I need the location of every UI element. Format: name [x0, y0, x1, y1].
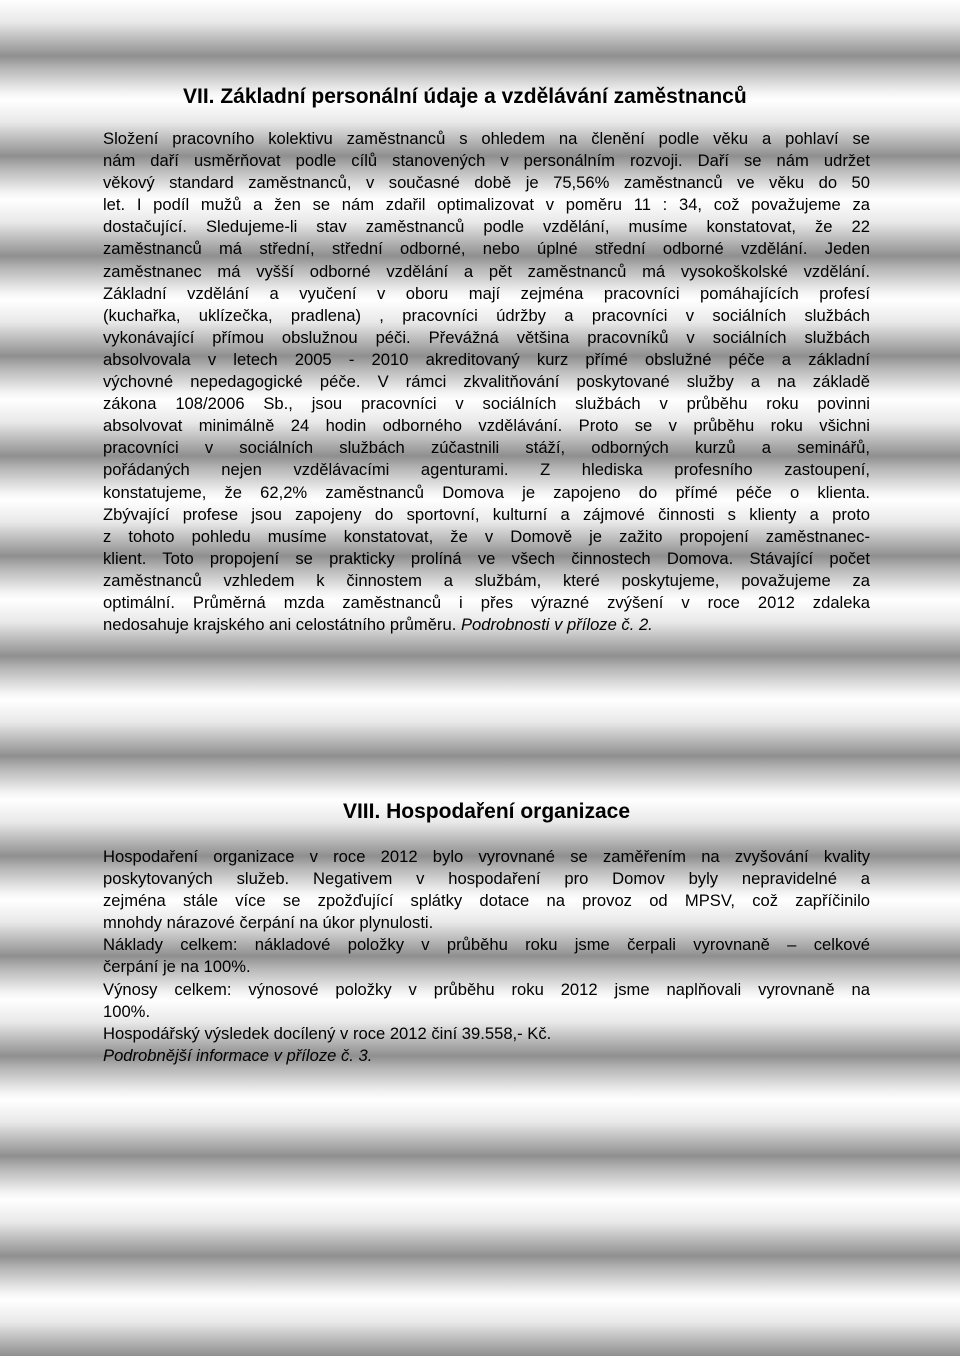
- text-line: zaměstnanců vzhledem k činnostem a službám, které poskytujeme, považujeme za: [103, 570, 870, 590]
- text-line: optimální. Průměrná mzda zaměstnanců i přes výrazné zvýšení v roce 2012 zdaleka: [103, 592, 870, 612]
- text-line-last: [103, 614, 870, 636]
- section-viii-paragraph: [103, 846, 870, 1067]
- text-line: zaměstnanec má vyšší odborné vzdělání a pět zaměstnanců má vysokoškolské vzdělání.: [103, 261, 870, 281]
- text-line: Základní vzdělání a vyučení v oboru mají zejména pracovníci pomáhajících profesí: [103, 283, 870, 303]
- text-line-last-main: nedosahuje krajského ani celostátního průměru.: [103, 615, 457, 635]
- text-line: (kuchařka, uklízečka, pradlena) , pracovníci údržby a pracovníci v sociálních službách: [103, 305, 870, 325]
- text-line: výchovné nepedagogické péče. V rámci zkvalitňování poskytované služby a na základě: [103, 372, 870, 392]
- document-page: [103, 0, 870, 1356]
- revenue-line-end: 100%.: [103, 1001, 151, 1021]
- text-line-last: mnohdy nárazové čerpání na úkor plynulosti.: [103, 913, 434, 933]
- text-line: pracovníci v sociálních službách zúčastnili stáží, odborných kurzů a seminářů,: [103, 438, 870, 458]
- text-line: Hospodaření organizace v roce 2012 bylo vyrovnané se zaměřením na zvyšování kvality: [103, 847, 870, 866]
- economic-result: Hospodářský výsledek docílený v roce 2012 činí 39.558,- Kč.: [103, 1023, 552, 1043]
- section-vii-paragraph: [103, 128, 870, 636]
- text-line: konstatujeme, že 62,2% zaměstnanců Domova je zapojeno do přímé péče o klienta.: [103, 482, 870, 502]
- revenue-line: Výnosy celkem: výnosové položky v průběhu roku 2012 jsme naplňovali vyrovnaně na: [103, 979, 870, 999]
- text-line: nám daří usměrňovat podle cílů stanovených v personálním rozvoji. Daří se nám udržet: [103, 151, 870, 171]
- text-line: absolvovat minimálně 24 hodin odborného vzdělávání. Proto se v průběhu roku všichni: [103, 416, 870, 436]
- text-line: Zbývající profese jsou zapojeny do sportovní, kulturní a zájmové činnosti s klienty a proto: [103, 504, 870, 524]
- text-line: pořádaných nejen vzdělávacími agenturami. Z hlediska profesního zastoupení,: [103, 460, 870, 480]
- section-title-vii: VII. Základní personální údaje a vzdělávání zaměstnanců: [183, 85, 747, 108]
- section-title-viii: VIII. Hospodaření organizace: [342, 800, 631, 823]
- text-line: zákona 108/2006 Sb., jsou pracovníci v sociálních službách v průběhu roku povinni: [103, 394, 870, 414]
- text-line: vykonávající přímou obslužnou péči. Převážná většina pracovníků v sociálních službách: [103, 327, 870, 347]
- text-line: Složení pracovního kolektivu zaměstnanců s ohledem na členění podle věku a pohlaví se: [103, 129, 870, 148]
- text-line: poskytovaných služeb. Negativem v hospodaření pro Domov byly nepravidelné a: [103, 869, 870, 889]
- costs-line: Náklady celkem: nákladové položky v průběhu roku jsme čerpali vyrovnaně – celkové: [103, 935, 870, 955]
- text-line: zaměstnanců má střední, střední odborné, nebo úplné střední odborné vzdělání. Jeden: [103, 239, 870, 259]
- text-line: let. I podíl mužů a žen se nám zdařil optimalizovat v poměru 11 : 34, což považujeme za: [103, 195, 870, 215]
- appendix-reference: Podrobnosti v příloze č. 2.: [460, 615, 653, 635]
- text-line: absolvovala v letech 2005 - 2010 akreditovaný kurz přímé obslužné péče a základní: [103, 349, 870, 369]
- text-line: dostačující. Sledujeme-li stav zaměstnanců podle vzdělání, musíme konstatovat, že 22: [103, 217, 870, 237]
- text-line: věkový standard zaměstnanců, v současné době je 75,56% zaměstnanců ve věku do 50: [103, 173, 870, 193]
- appendix-reference: Podrobnější informace v příloze č. 3.: [103, 1045, 373, 1065]
- text-line: klient. Toto propojení se prakticky prolíná ve všech činnostech Domova. Stávající počet: [103, 548, 870, 568]
- costs-line-end: čerpání je na 100%.: [103, 957, 251, 977]
- text-line: z tohoto pohledu musíme konstatovat, že v Domově je zažito propojení zaměstnanec-: [103, 526, 870, 546]
- text-line: zejména stále více se zpožďující splátky dotace na provoz od MPSV, což zapříčinilo: [103, 891, 870, 911]
